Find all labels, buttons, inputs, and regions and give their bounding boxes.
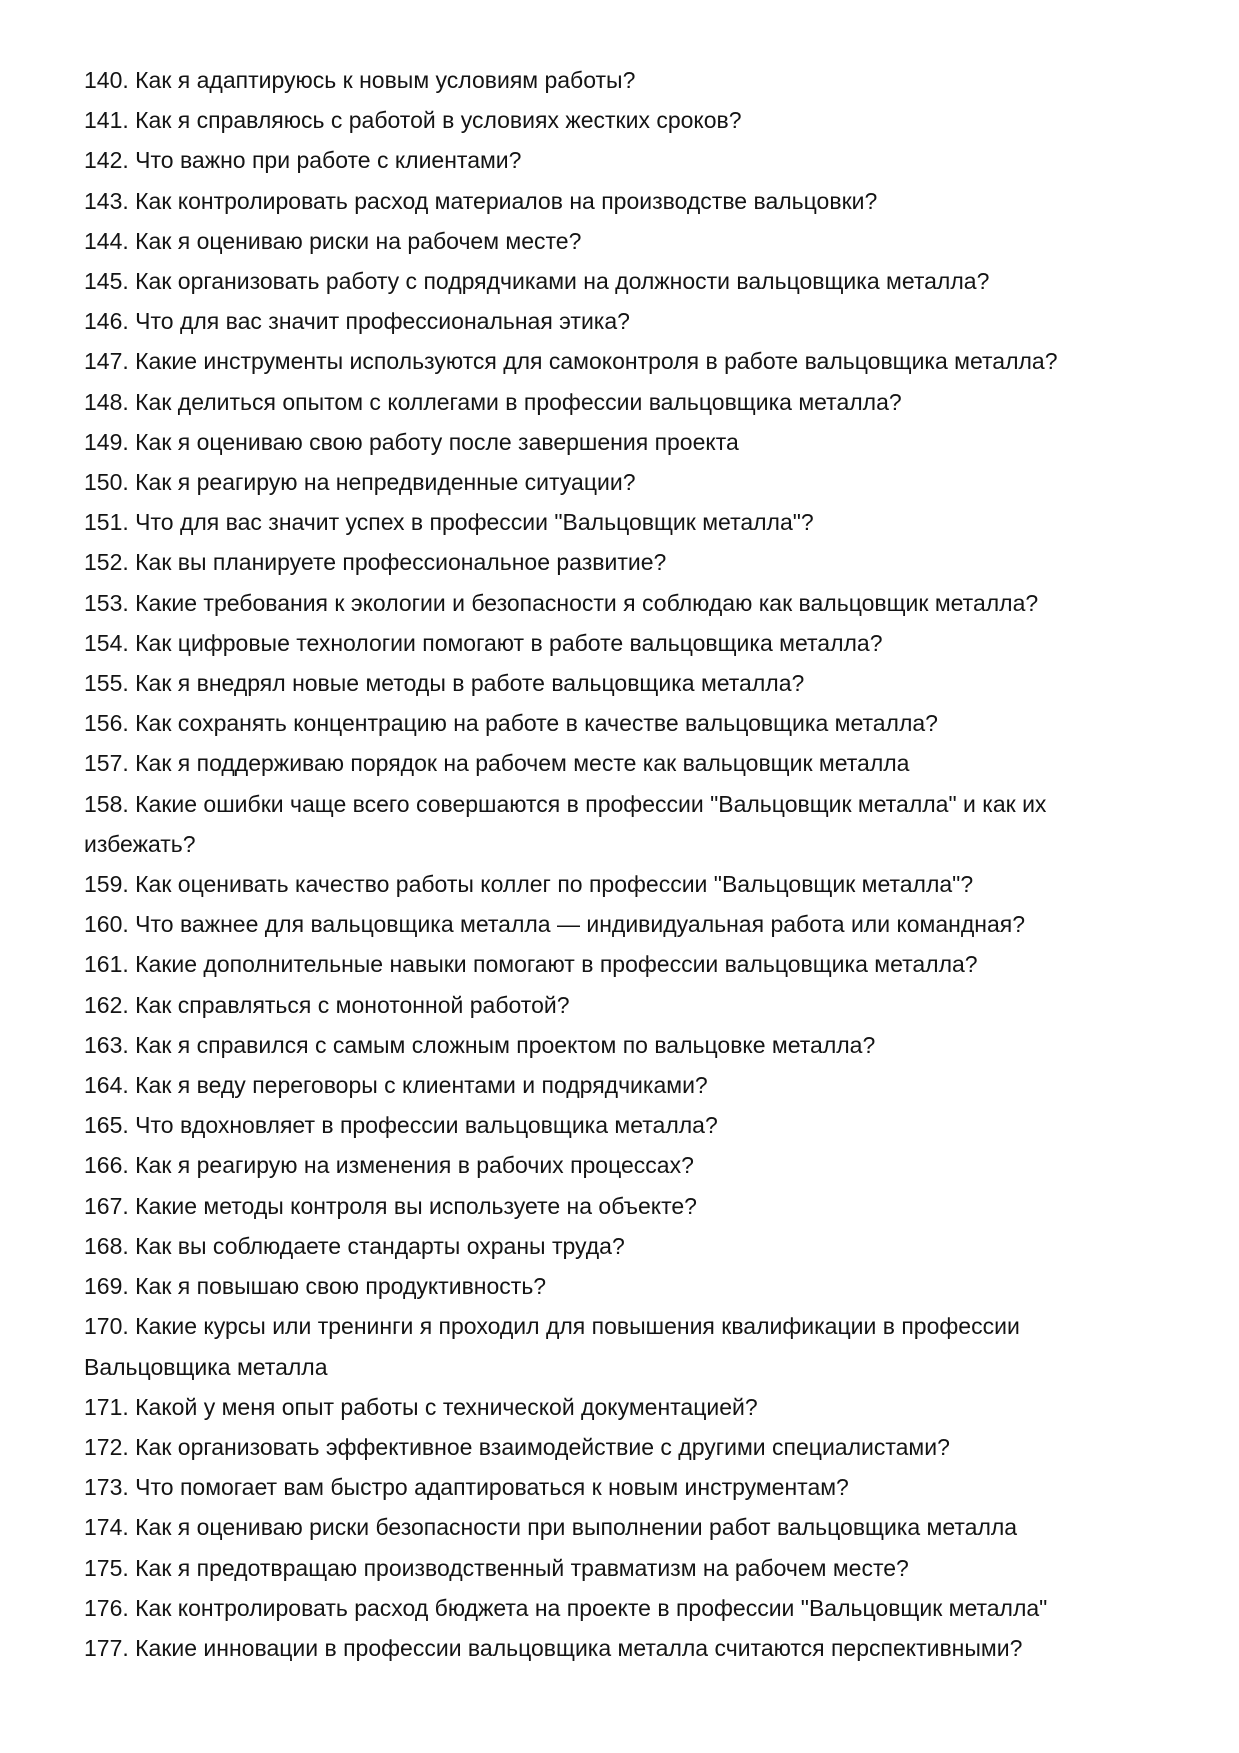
list-item: 170. Какие курсы или тренинги я проходил для повышения квалификации в профессии Вальцовщика металла xyxy=(84,1313,1020,1380)
list-item: 147. Какие инструменты используются для самоконтроля в работе вальцовщика металла? xyxy=(84,348,1058,375)
list-item: 163. Как я справился с самым сложным проектом по вальцовке металла? xyxy=(84,1031,876,1058)
list-item: 160. Что важнее для вальцовщика металла — индивидуальная работа или командная? xyxy=(84,911,1026,938)
list-item: 162. Как справляться с монотонной работой? xyxy=(84,991,570,1018)
list-item: 169. Как я повышаю свою продуктивность? xyxy=(84,1273,547,1300)
list-item: 164. Как я веду переговоры с клиентами и подрядчиками? xyxy=(84,1072,708,1099)
list-item: 157. Как я поддерживаю порядок на рабочем месте как вальцовщик металла xyxy=(84,750,910,777)
list-item: 151. Что для вас значит успех в профессии "Вальцовщик металла"? xyxy=(84,509,814,536)
list-item: 150. Как я реагирую на непредвиденные ситуации? xyxy=(84,469,636,496)
list-item: 153. Какие требования к экологии и безопасности я соблюдаю как вальцовщик металла? xyxy=(84,589,1039,616)
list-item: 140. Как я адаптируюсь к новым условиям работы? xyxy=(84,67,636,93)
list-item: 161. Какие дополнительные навыки помогают в профессии вальцовщика металла? xyxy=(84,951,978,978)
list-item: 176. Как контролировать расход бюджета на проекте в профессии "Вальцовщик металла" xyxy=(84,1594,1048,1621)
list-item: 155. Как я внедрял новые методы в работе вальцовщика металла? xyxy=(84,670,805,697)
list-item: 171. Какой у меня опыт работы с технической документацией? xyxy=(84,1393,758,1420)
list-item: 166. Как я реагирую на изменения в рабочих процессах? xyxy=(84,1152,694,1179)
list-item: 173. Что помогает вам быстро адаптироваться к новым инструментам? xyxy=(84,1474,849,1501)
list-item: 159. Как оценивать качество работы коллег по профессии "Вальцовщик металла"? xyxy=(84,871,974,898)
list-item: 148. Как делиться опытом с коллегами в профессии вальцовщика металла? xyxy=(84,388,902,415)
list-item: 174. Как я оцениваю риски безопасности при выполнении работ вальцовщика металла xyxy=(84,1514,1018,1541)
list-item: 175. Как я предотвращаю производственный травматизм на рабочем месте? xyxy=(84,1554,909,1581)
list-item: 177. Какие инновации в профессии вальцовщика металла считаются перспективными? xyxy=(84,1634,1023,1661)
list-item: 156. Как сохранять концентрацию на работе в качестве вальцовщика металла? xyxy=(84,710,938,737)
list-item: 165. Что вдохновляет в профессии вальцовщика металла? xyxy=(84,1112,718,1139)
list-item: 142. Что важно при работе с клиентами? xyxy=(84,147,522,174)
list-item: 144. Как я оцениваю риски на рабочем месте? xyxy=(84,227,582,254)
list-item: 145. Как организовать работу с подрядчиками на должности вальцовщика металла? xyxy=(84,268,990,295)
list-item: 141. Как я справляюсь с работой в условиях жестких сроков? xyxy=(84,107,742,134)
list-item: 167. Какие методы контроля вы используете на объекте? xyxy=(84,1192,697,1219)
list-item: 146. Что для вас значит профессиональная этика? xyxy=(84,308,630,335)
list-item: 158. Какие ошибки чаще всего совершаются в профессии "Вальцовщик металла" и как их избежать? xyxy=(84,790,1047,857)
list-item: 168. Как вы соблюдаете стандарты охраны труда? xyxy=(84,1232,625,1259)
list-item: 143. Как контролировать расход материалов на производстве вальцовки? xyxy=(84,187,878,214)
question-list xyxy=(84,60,1164,1668)
list-item: 172. Как организовать эффективное взаимодействие с другими специалистами? xyxy=(84,1433,950,1460)
list-item: 154. Как цифровые технологии помогают в работе вальцовщика металла? xyxy=(84,629,883,656)
list-item: 149. Как я оцениваю свою работу после завершения проекта xyxy=(84,428,739,455)
list-item: 152. Как вы планируете профессиональное развитие? xyxy=(84,549,667,576)
